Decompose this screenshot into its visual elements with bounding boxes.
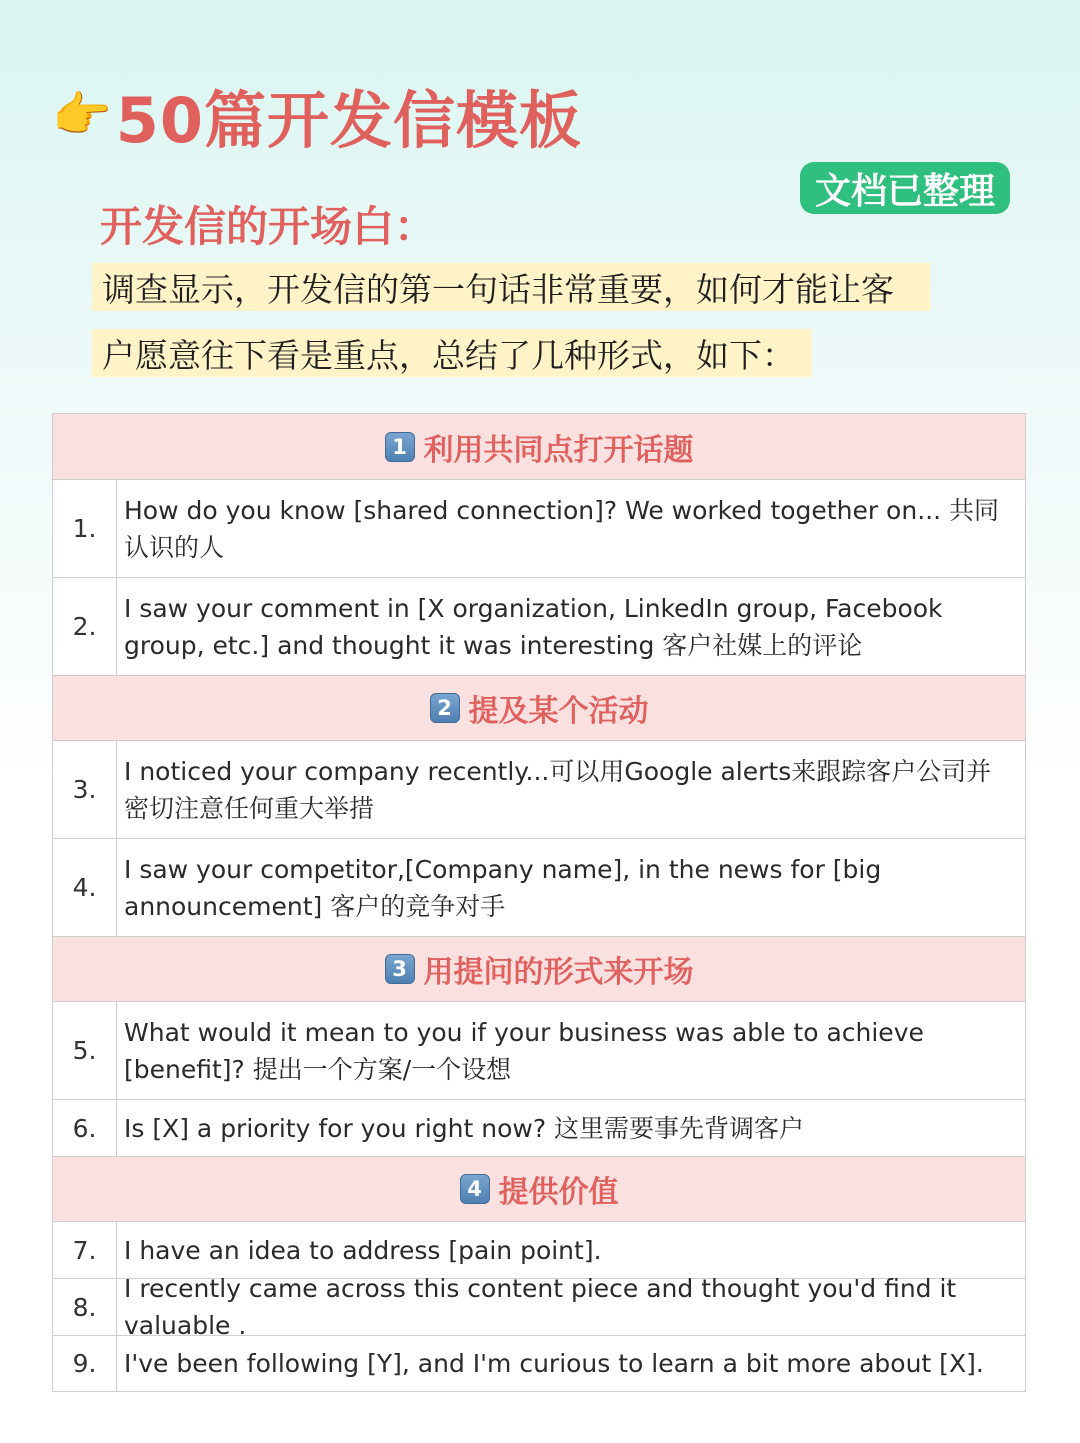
row-number: 3.	[53, 741, 117, 838]
row-number: 4.	[53, 839, 117, 936]
table-row	[53, 1002, 1025, 1100]
title-row	[52, 70, 582, 160]
table-row	[53, 1274, 1025, 1340]
row-text: I recently came across this content piece and thought you'd find it valuable .	[124, 1274, 957, 1340]
row-text: How do you know [shared connection]? We worked together on... 共同认识的人	[124, 495, 999, 562]
row-number: 2.	[53, 578, 117, 675]
row-number: 6.	[53, 1100, 117, 1156]
document-ready-badge: 文档已整理	[800, 162, 1010, 214]
row-number: 8.	[53, 1279, 117, 1335]
intro-line-1: 调查显示，开发信的第一句话非常重要，如何才能让客	[92, 263, 930, 311]
section-title: 提及某个活动	[468, 694, 649, 729]
section-header-1	[53, 414, 1025, 480]
row-text: I've been following [Y], and I'm curious to learn a bit more about [X].	[124, 1349, 984, 1378]
row-number: 7.	[53, 1222, 117, 1278]
section-title: 提供价值	[498, 1175, 619, 1210]
number-4-icon: 4	[460, 1174, 490, 1204]
row-number: 5.	[53, 1002, 117, 1099]
row-text: I have an idea to address [pain point].	[124, 1235, 602, 1265]
section-subtitle: 开发信的开场白：	[100, 202, 437, 251]
section-header-2	[53, 676, 1025, 741]
page-title: 50篇开发信模板	[115, 83, 583, 157]
number-2-icon: 2	[430, 693, 460, 723]
row-text: I noticed your company recently...可以用Google alerts来跟踪客户公司并密切注意任何重大举措	[124, 756, 992, 823]
table-row	[53, 480, 1025, 578]
row-number: 9.	[53, 1336, 117, 1391]
row-number: 1.	[53, 480, 117, 577]
table-row	[53, 1336, 1025, 1391]
row-text: I saw your competitor,[Company name], in the news for [big announcement] 客户的竞争对手	[124, 854, 882, 921]
intro-line-2: 户愿意往下看是重点，总结了几种形式，如下：	[92, 329, 812, 377]
table-row	[53, 1100, 1025, 1157]
table-row	[53, 741, 1025, 839]
section-header-3	[53, 937, 1025, 1002]
template-table	[52, 413, 1026, 1392]
number-3-icon: 3	[385, 954, 415, 984]
section-title: 用提问的形式来开场	[423, 955, 694, 990]
row-text: I saw your comment in [X organization, LinkedIn group, Facebook group, etc.] and thought it was interesting 客户社媒上的评论	[124, 593, 943, 660]
section-title: 利用共同点打开话题	[423, 432, 694, 468]
number-1-icon: 1	[385, 432, 415, 462]
table-row	[53, 578, 1025, 676]
row-text: Is [X] a priority for you right now? 这里需要事先背调客户	[124, 1113, 805, 1143]
pointing-hand-icon: 👉	[52, 87, 112, 143]
section-header-4	[53, 1157, 1025, 1222]
row-text: What would it mean to you if your business was able to achieve [benefit]? 提出一个方案/一个设想	[124, 1017, 924, 1084]
table-row	[53, 839, 1025, 937]
